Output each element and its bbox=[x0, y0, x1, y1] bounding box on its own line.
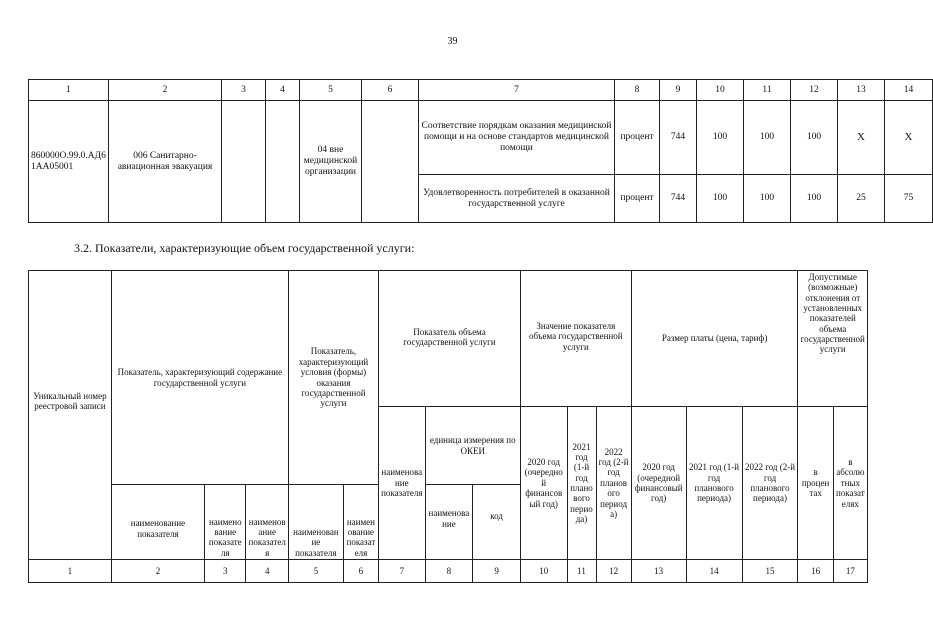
header-condition-indicator: Показатель, характеризующий условия (формы) оказания государственной услуги bbox=[288, 271, 378, 485]
column-number: 10 bbox=[520, 560, 567, 583]
header-condition-name: наименование показателя bbox=[288, 485, 343, 560]
column-number: 9 bbox=[473, 560, 521, 583]
column-number: 12 bbox=[596, 560, 631, 583]
column-number: 2 bbox=[111, 560, 204, 583]
column-number: 5 bbox=[288, 560, 343, 583]
header-okei-unit: единица измерения по ОКЕИ bbox=[425, 407, 520, 485]
header-deviation-absolute: в абсолютных показателях bbox=[833, 407, 867, 560]
value-2022: 100 bbox=[791, 175, 838, 223]
column-number: 16 bbox=[798, 560, 833, 583]
column-number: 1 bbox=[29, 80, 109, 101]
column-number: 8 bbox=[615, 80, 660, 101]
column-number-row bbox=[29, 80, 933, 101]
quality-indicators-table bbox=[28, 79, 933, 223]
header-value: Значение показателя объема государственной услуги bbox=[520, 271, 631, 407]
column-number: 14 bbox=[885, 80, 933, 101]
column-number: 12 bbox=[791, 80, 838, 101]
unit-name: процент bbox=[615, 101, 660, 175]
value-2020: 100 bbox=[697, 175, 744, 223]
volume-indicators-table bbox=[28, 270, 868, 583]
header-deviation: Допустимые (возможные) отклонения от установленных показателей объема государственной услуги bbox=[798, 271, 868, 407]
header-fee-2020: 2020 год (очередной финансовый год) bbox=[631, 407, 686, 560]
header-value-2020: 2020 год (очередной финансовый год) bbox=[520, 407, 567, 560]
deviation-absolute: 75 bbox=[885, 175, 933, 223]
column-number: 13 bbox=[838, 80, 885, 101]
header-row bbox=[29, 271, 868, 407]
column-number: 1 bbox=[29, 560, 112, 583]
page-number: 39 bbox=[447, 36, 458, 47]
service-content: 006 Санитарно-авиационная эвакуация bbox=[109, 101, 222, 223]
column-number: 7 bbox=[419, 80, 615, 101]
content-indicator-2 bbox=[222, 101, 266, 223]
header-deviation-percent: в процентах bbox=[798, 407, 833, 560]
value-2021: 100 bbox=[744, 101, 791, 175]
column-number-row bbox=[29, 560, 868, 583]
section-heading: 3.2. Показатели, характеризующие объем государственной услуги: bbox=[74, 241, 415, 255]
registry-code: 860000О.99.0.АД61АА05001 bbox=[29, 101, 109, 223]
column-number: 4 bbox=[246, 560, 288, 583]
deviation-percent: Х bbox=[838, 101, 885, 175]
header-fee-2022: 2022 год (2-й год планового периода) bbox=[742, 407, 798, 560]
column-number: 11 bbox=[744, 80, 791, 101]
header-value-2021: 2021 год (1-й год планового периода) bbox=[567, 407, 596, 560]
column-number: 8 bbox=[425, 560, 473, 583]
header-fee: Размер платы (цена, тариф) bbox=[631, 271, 798, 407]
header-volume-name: наименование показателя bbox=[379, 407, 426, 560]
column-number: 4 bbox=[266, 80, 300, 101]
indicator-name: Удовлетворенность потребителей в оказанной государственной услуге bbox=[419, 175, 615, 223]
deviation-percent: 25 bbox=[838, 175, 885, 223]
column-number: 14 bbox=[686, 560, 742, 583]
column-number: 10 bbox=[697, 80, 744, 101]
header-fee-2021: 2021 год (1-й год планового периода) bbox=[686, 407, 742, 560]
header-content-name-3: наименование показателя bbox=[246, 485, 288, 560]
indicator-name: Соответствие порядкам оказания медицинской помощи и на основе стандартов медицинской помощи bbox=[419, 101, 615, 175]
column-number: 17 bbox=[833, 560, 867, 583]
header-content-name-2: наименование показателя bbox=[205, 485, 246, 560]
column-number: 2 bbox=[109, 80, 222, 101]
header-volume-indicator: Показатель объема государственной услуги bbox=[379, 271, 521, 407]
okei-code: 744 bbox=[660, 101, 697, 175]
condition-indicator-2 bbox=[362, 101, 419, 223]
column-number: 15 bbox=[742, 560, 798, 583]
column-number: 11 bbox=[567, 560, 596, 583]
value-2021: 100 bbox=[744, 175, 791, 223]
column-number: 6 bbox=[343, 560, 378, 583]
deviation-absolute: Х bbox=[885, 101, 933, 175]
column-number: 3 bbox=[222, 80, 266, 101]
okei-code: 744 bbox=[660, 175, 697, 223]
unit-name: процент bbox=[615, 175, 660, 223]
header-value-2022: 2022 год (2-й год планового периода) bbox=[596, 407, 631, 560]
header-unique-number: Уникальный номер реестровой записи bbox=[29, 271, 112, 560]
column-number: 9 bbox=[660, 80, 697, 101]
header-okei-code: код bbox=[473, 485, 521, 560]
column-number: 7 bbox=[379, 560, 426, 583]
content-indicator-3 bbox=[266, 101, 300, 223]
header-content-indicator: Показатель, характеризующий содержание государственной услуги bbox=[111, 271, 288, 485]
service-condition: 04 вне медицинской организации bbox=[300, 101, 362, 223]
column-number: 3 bbox=[205, 560, 246, 583]
value-2022: 100 bbox=[791, 101, 838, 175]
header-content-name: наименование показателя bbox=[111, 485, 204, 560]
column-number: 5 bbox=[300, 80, 362, 101]
table-row bbox=[29, 101, 933, 175]
value-2020: 100 bbox=[697, 101, 744, 175]
header-condition-name-2: наименование показателя bbox=[343, 485, 378, 560]
header-okei-name: наименование bbox=[425, 485, 473, 560]
column-number: 6 bbox=[362, 80, 419, 101]
column-number: 13 bbox=[631, 560, 686, 583]
